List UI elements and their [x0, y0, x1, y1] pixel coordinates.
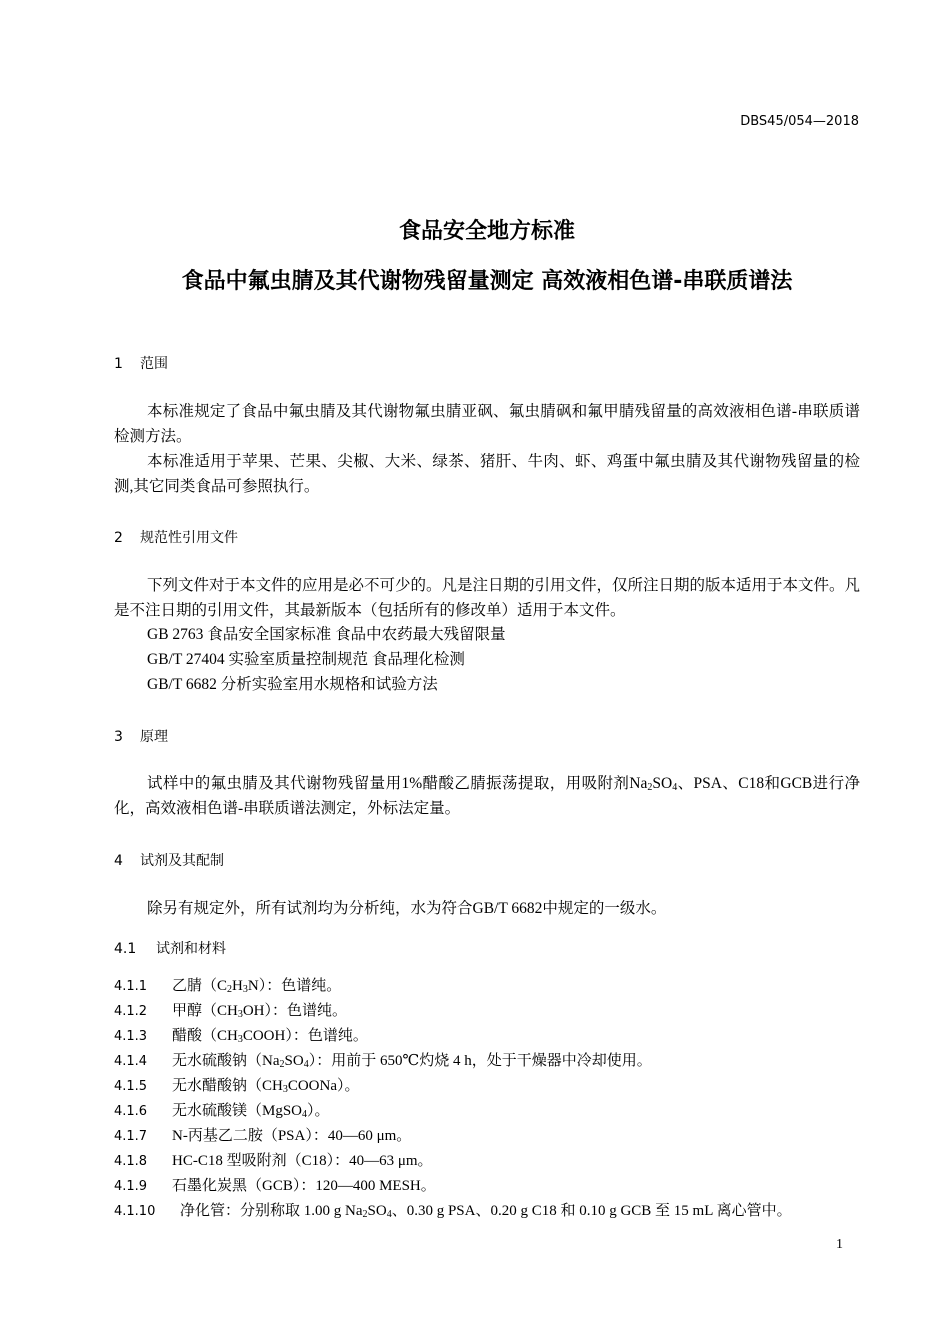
reference-item: GB/T 6682 分析实验室用水规格和试验方法: [147, 676, 438, 693]
section-heading-4: [114, 850, 224, 870]
reagent-item: 4.1.6 无水硫酸镁（MgSO$_4$）。: [114, 1103, 330, 1120]
reagent-item: 4.1.1 乙腈$(C_2H_3N)$：色谱纯。: [114, 978, 342, 995]
section-number: 3: [114, 729, 123, 745]
reagent-item: 4.1.10 净化管：分别称取 1.00 g $Na_2SO_4$、0.30 g PSA、0.20 g C18 和 0.10 g GCB 至 15 mL 离心管中。: [114, 1203, 792, 1220]
reagent-item: 4.1.3 醋酸$(CH_3COOH)$：色谱纯。: [114, 1028, 368, 1045]
section-number: 1: [114, 356, 123, 372]
document-title: 食品中氟虫腈及其代谢物残留量测定 高效液相色谱-串联质谱法: [181, 269, 793, 294]
principle-paragraph: 试样中的氟虫腈及其代谢物残留量用1%醋酸乙腈振荡提取，用吸附剂$Na_2SO_4$、PSA、C18和GCB进行净化，高效液相色谱-串联质谱法测定，外标法定量。: [114, 775, 860, 817]
subsection-number: 4.1: [114, 941, 137, 957]
document-number: DBS45/054—2018: [740, 114, 859, 129]
subsection-heading-4-1: [114, 938, 226, 958]
reagent-item: 4.1.5 无水醋酸钠$(CH_3COONa)$。: [114, 1078, 360, 1095]
reagent-item: 4.1.9 石墨化炭黑（GCB）：120—400 MESH。: [114, 1178, 436, 1194]
scope-paragraph-1: 本标准规定了食品中氟虫腈及其代谢物氟虫腈亚砜、氟虫腈砜和氟甲腈残留量的高效液相色谱-串联质谱检测方法。: [114, 403, 860, 445]
section-heading-1: [114, 353, 168, 373]
reagent-item: 4.1.7 N-丙基乙二胺（PSA）：40—60 μm。: [114, 1128, 412, 1144]
section-heading-2: [114, 527, 238, 547]
standard-type-title: 食品安全地方标准: [398, 219, 575, 244]
section-heading-3: [114, 726, 168, 746]
section-title: 规范性引用文件: [140, 530, 238, 546]
subsection-title: 试剂和材料: [156, 941, 226, 957]
reagent-item: 4.1.8 HC-C18 型吸附剂（C18）：40—63 μm。: [114, 1153, 433, 1169]
page-number: 1: [836, 1237, 843, 1252]
scope-paragraph-2: 本标准适用于苹果、芒果、尖椒、大米、绿茶、猪肝、牛肉、虾、鸡蛋中氟虫腈及其代谢物残留量的检测,其它同类食品可参照执行。: [114, 453, 860, 495]
references-intro-paragraph: 下列文件对于本文件的应用是必不可少的。凡是注日期的引用文件，仅所注日期的版本适用于本文件。凡是不注日期的引用文件，其最新版本（包括所有的修改单）适用于本文件。: [114, 577, 861, 619]
reagent-item: 4.1.2 甲醇$(CH_3OH)$：色谱纯。: [114, 1003, 348, 1020]
section-title: 试剂及其配制: [140, 853, 224, 869]
reference-item: GB/T 27404 实验室质量控制规范 食品理化检测: [147, 651, 465, 668]
reagent-item: 4.1.4 无水硫酸钠$(Na_2SO_4)$：用前于 650℃灼烧 4 h，处于干燥器中冷却使用。: [114, 1053, 652, 1070]
section-title: 范围: [140, 356, 168, 372]
reagents-intro-paragraph: 除另有规定外，所有试剂均为分析纯，水为符合GB/T 6682中规定的一级水。: [147, 900, 667, 917]
section-title: 原理: [140, 729, 168, 745]
section-number: 4: [114, 853, 123, 869]
reference-item: GB 2763 食品安全国家标准 食品中农药最大残留限量: [147, 626, 506, 643]
section-number: 2: [114, 530, 123, 546]
